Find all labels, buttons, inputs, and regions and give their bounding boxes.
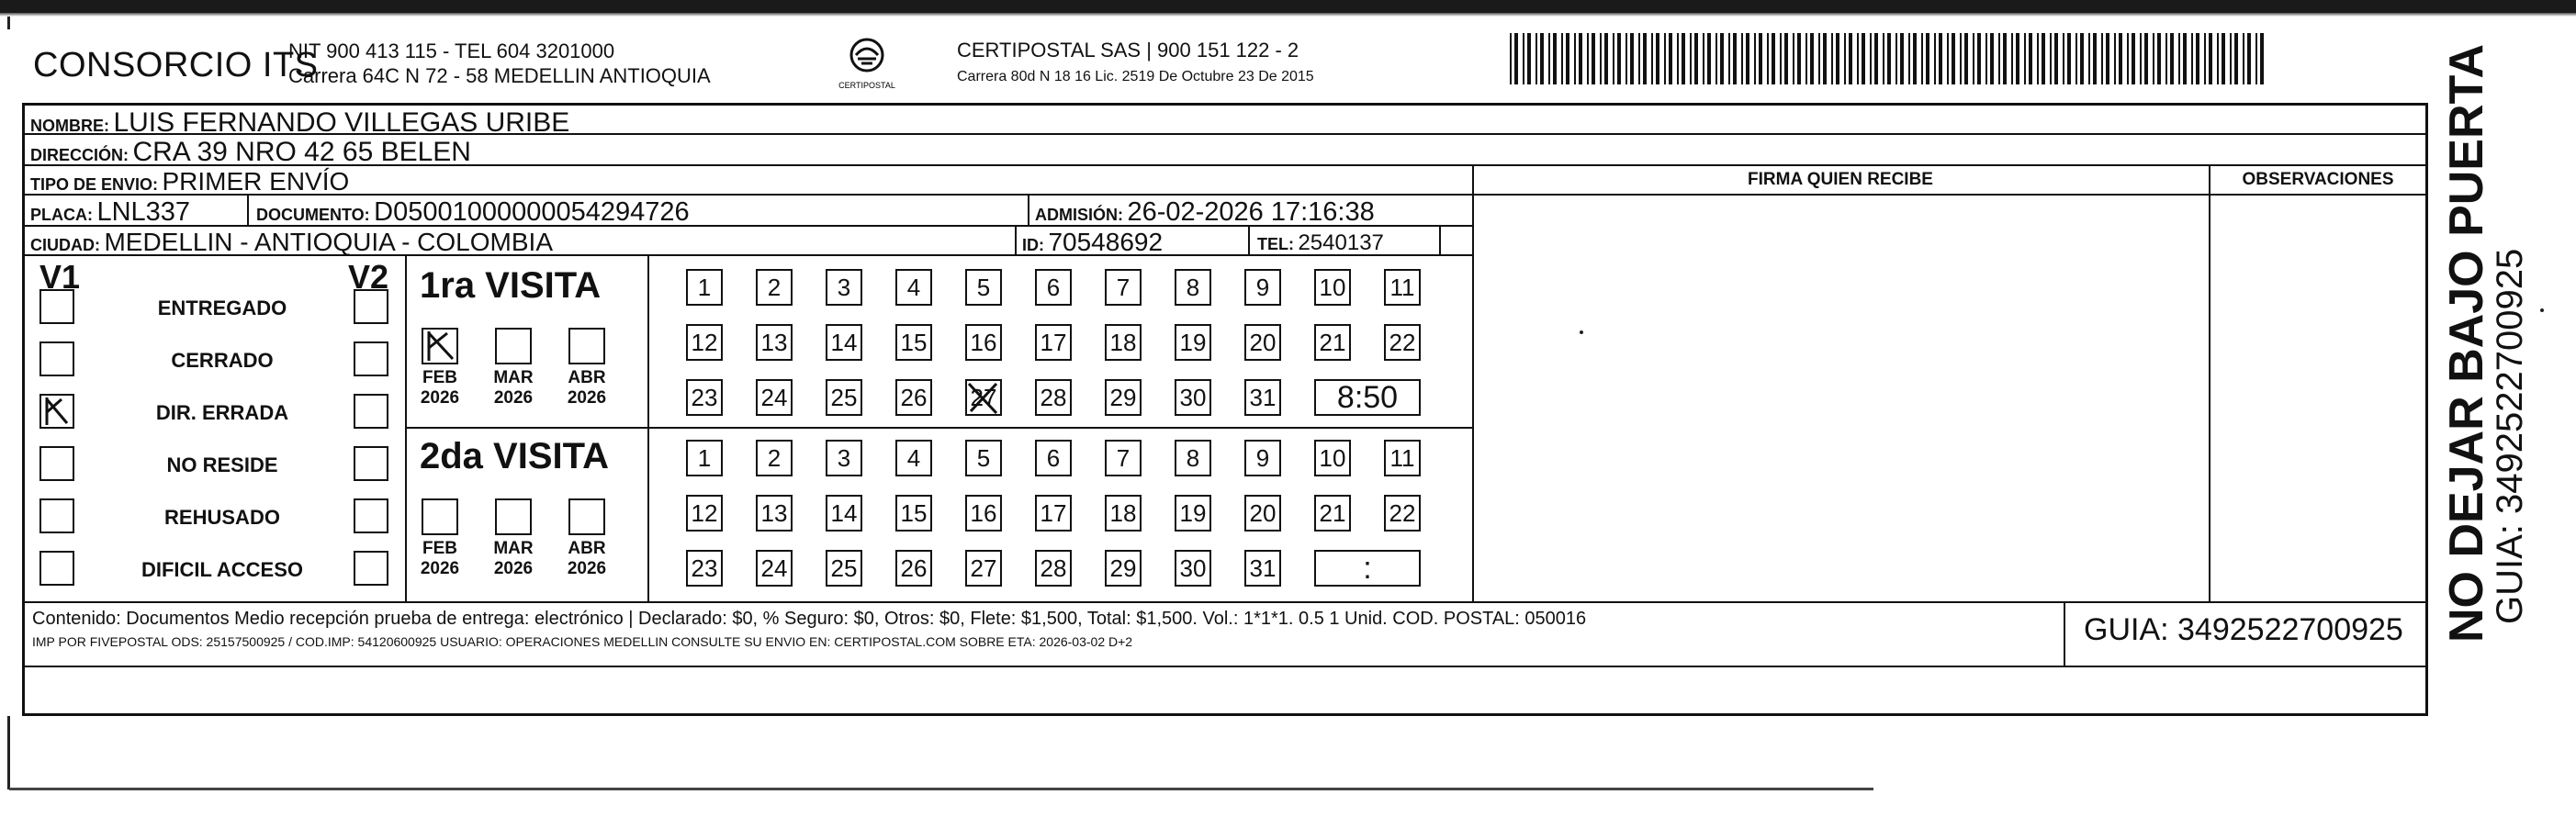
- day-checkbox[interactable]: 21: [1314, 324, 1351, 361]
- barcode-bar: [1553, 33, 1557, 84]
- barcode-bar: [1883, 33, 1884, 84]
- top-print-shadow: [0, 13, 2576, 17]
- bottom-cut-line: [9, 788, 1873, 790]
- barcode-bar: [1566, 33, 1569, 84]
- barcode-bar: [1527, 33, 1531, 84]
- month-checkbox[interactable]: [495, 328, 532, 364]
- day-checkbox[interactable]: 22: [1384, 324, 1421, 361]
- day-checkbox[interactable]: 17: [1035, 324, 1072, 361]
- month-year: 2026: [493, 388, 534, 408]
- day-checkbox[interactable]: 14: [826, 324, 862, 361]
- day-checkbox[interactable]: 7: [1105, 440, 1142, 476]
- barcode-bar: [2165, 33, 2167, 84]
- barcode-bar: [2260, 33, 2264, 84]
- barcode-bar: [1579, 33, 1582, 84]
- barcode-bar: [1669, 33, 1672, 84]
- stray-dot-right: [2540, 308, 2544, 312]
- barcode-bar: [2234, 33, 2238, 84]
- day-checkbox[interactable]: 28: [1035, 379, 1072, 416]
- footer-content-line: Contenido: Documentos Medio recepción prueba de entrega: electrónico | Declarado: $0, % Seguro: $0, Otros: $0, Flete: $1,500, Total: $1,500. Vol.: 1*1*1. 0.5 1 Unid. COD. POSTAL: 050016: [32, 609, 1587, 629]
- barcode-bar: [1895, 33, 1897, 84]
- day-checkbox[interactable]: 26: [895, 550, 932, 587]
- barcode-bar: [1870, 33, 1872, 84]
- status-divider: [405, 256, 407, 601]
- day-checkbox[interactable]: 5: [965, 440, 1002, 476]
- id-label: ID:: [1022, 236, 1044, 254]
- barcode-bar: [1510, 33, 1512, 84]
- barcode-bar: [2016, 33, 2019, 84]
- barcode-bar: [2037, 33, 2039, 84]
- barcode-bar: [2191, 33, 2193, 84]
- barcode-bar: [1682, 33, 1685, 84]
- ciudad-value: MEDELLIN - ANTIOQUIA - COLOMBIA: [104, 228, 553, 256]
- barcode-bar: [1741, 33, 1743, 84]
- barcode-bar: [2132, 33, 2135, 84]
- company-nit-line: NIT 900 413 115 - TEL 604 3201000: [288, 39, 615, 62]
- day-checkbox[interactable]: 20: [1244, 495, 1281, 532]
- day-checkbox[interactable]: 17: [1035, 495, 1072, 532]
- barcode-bar: [1574, 33, 1576, 84]
- barcode-bar: [1862, 33, 1865, 84]
- barcode-bar: [1617, 33, 1621, 84]
- firma-header-line: [1472, 194, 2425, 196]
- v1-checkbox[interactable]: [39, 341, 74, 376]
- day-checkbox[interactable]: 2: [756, 269, 793, 306]
- barcode-bar: [1715, 33, 1717, 84]
- day-checkbox[interactable]: 9: [1244, 269, 1281, 306]
- month-year: 2026: [567, 559, 607, 578]
- barcode-bar: [1990, 33, 1994, 84]
- barcode-bar: [1561, 33, 1563, 84]
- barcode-bar: [1638, 33, 1640, 84]
- barcode-bar: [1613, 33, 1614, 84]
- v2-checkbox[interactable]: [354, 498, 388, 533]
- day-checkbox[interactable]: 4: [895, 269, 932, 306]
- barcode-bar: [1784, 33, 1788, 84]
- barcode-bar: [2140, 33, 2142, 84]
- barcode-bar: [2050, 33, 2052, 84]
- documento-label: DOCUMENTO:: [256, 206, 370, 224]
- carrier-name: CERTIPOSTAL SAS | 900 151 122 - 2: [957, 39, 1299, 62]
- day-checkbox[interactable]: 6: [1035, 269, 1072, 306]
- barcode-bar: [2243, 33, 2244, 84]
- company-address-line: Carrera 64C N 72 - 58 MEDELLIN ANTIOQUIA: [288, 64, 711, 87]
- barcode-bar: [1587, 33, 1589, 84]
- barcode-bar: [1720, 33, 1724, 84]
- barcode-bar: [2114, 33, 2116, 84]
- barcode-bar: [2063, 33, 2064, 84]
- top-print-band: [0, 0, 2576, 13]
- barcode-bar: [1746, 33, 1749, 84]
- day-checkbox[interactable]: 24: [756, 379, 793, 416]
- day-checkbox[interactable]: 2: [756, 440, 793, 476]
- visit-separator: [405, 427, 1472, 429]
- status-label: NO RESIDE: [166, 453, 278, 476]
- direccion-label: DIRECCIÓN:: [30, 146, 129, 164]
- barcode-bar: [2024, 33, 2026, 84]
- month-label: [486, 539, 541, 579]
- day-checkbox[interactable]: 29: [1105, 550, 1142, 587]
- barcode-bar: [1772, 33, 1775, 84]
- delivery-form: [22, 103, 2428, 716]
- v2-checkbox[interactable]: [354, 289, 388, 324]
- barcode-bar: [2217, 33, 2219, 84]
- row-tipo-envio: [25, 166, 1472, 196]
- tel-divider: [1248, 227, 1250, 254]
- day-checkbox[interactable]: 18: [1105, 324, 1142, 361]
- month-label: [412, 368, 467, 408]
- footer-bottom-line: [25, 666, 2425, 667]
- day-checkbox[interactable]: 26: [895, 379, 932, 416]
- month-name: MAR: [493, 539, 534, 558]
- barcode-bar: [2196, 33, 2199, 84]
- barcode-bar: [1592, 33, 1595, 84]
- visit-title: 1ra VISITA: [420, 265, 602, 306]
- barcode-bar: [1793, 33, 1794, 84]
- barcode-bar: [1844, 33, 1846, 84]
- stray-dot: [1580, 330, 1583, 334]
- v2-checkbox[interactable]: [354, 394, 388, 429]
- visit-title: 2da VISITA: [420, 436, 609, 476]
- day-checkbox[interactable]: 11: [1384, 440, 1421, 476]
- tel-end-divider: [1439, 227, 1441, 254]
- barcode-bar: [2153, 33, 2154, 84]
- day-checkbox[interactable]: 29: [1105, 379, 1142, 416]
- barcode-bar: [1857, 33, 1859, 84]
- barcode-bar: [2230, 33, 2232, 84]
- month-label: [412, 539, 467, 579]
- side-notice: [2440, 43, 2530, 643]
- day-checkbox[interactable]: 24: [756, 550, 793, 587]
- day-checkbox[interactable]: 7: [1105, 269, 1142, 306]
- barcode-bar: [1887, 33, 1891, 84]
- left-margin-mark: [7, 17, 10, 29]
- barcode-bar: [1874, 33, 1878, 84]
- month-year: 2026: [493, 559, 534, 578]
- day-checkbox[interactable]: 11: [1384, 269, 1421, 306]
- barcode-bar: [2075, 33, 2077, 84]
- certipostal-logo: [830, 35, 904, 95]
- month-year: 2026: [420, 388, 460, 408]
- v1-checkbox[interactable]: [39, 498, 74, 533]
- v1-checkbox[interactable]: [39, 551, 74, 586]
- row-direccion: [25, 135, 2425, 166]
- barcode-bar: [1600, 33, 1602, 84]
- day-checkbox[interactable]: 3: [826, 440, 862, 476]
- barcode-bar: [1759, 33, 1762, 84]
- barcode-bar: [1540, 33, 1544, 84]
- barcode-bar: [2222, 33, 2225, 84]
- day-checkbox[interactable]: 12: [686, 495, 723, 532]
- day-checkbox[interactable]: 16: [965, 495, 1002, 532]
- admision-value: 26-02-2026 17:16:38: [1127, 197, 1375, 227]
- barcode-bar: [1690, 33, 1692, 84]
- side-guia-text: GUIA: 3492522700925: [2490, 248, 2530, 624]
- day-checkbox[interactable]: 23: [686, 379, 723, 416]
- barcode-bar: [1947, 33, 1949, 84]
- visit-time-box[interactable]: 8:50: [1314, 379, 1421, 416]
- day-checkbox[interactable]: 23: [686, 550, 723, 587]
- day-checkbox[interactable]: 27: [965, 379, 1002, 416]
- barcode-bar: [1960, 33, 1962, 84]
- direccion-value: CRA 39 NRO 42 65 BELEN: [132, 137, 471, 167]
- day-checkbox[interactable]: 4: [895, 440, 932, 476]
- v1-header: V1: [39, 258, 81, 296]
- v1-checkbox[interactable]: [39, 394, 74, 429]
- month-checkbox[interactable]: [495, 498, 532, 535]
- barcode: [1510, 33, 2267, 84]
- barcode-bar: [1818, 33, 1820, 84]
- month-checkbox[interactable]: [422, 328, 458, 364]
- barcode-bar: [2093, 33, 2097, 84]
- barcode-bar: [1836, 33, 1839, 84]
- day-checkbox[interactable]: 28: [1035, 550, 1072, 587]
- month-year: 2026: [420, 559, 460, 578]
- barcode-bar: [2183, 33, 2187, 84]
- day-checkbox[interactable]: 14: [826, 495, 862, 532]
- id-divider: [1015, 227, 1017, 254]
- tel-label: TEL:: [1257, 235, 1294, 253]
- month-checkbox[interactable]: [422, 498, 458, 535]
- month-checkbox[interactable]: [568, 498, 605, 535]
- barcode-bar: [1625, 33, 1627, 84]
- barcode-bar: [1656, 33, 1659, 84]
- barcode-bar: [2106, 33, 2109, 84]
- header: [22, 26, 2428, 99]
- barcode-bar: [1703, 33, 1704, 84]
- barcode-bar: [1514, 33, 1518, 84]
- month-label: [559, 539, 614, 579]
- barcode-bar: [1908, 33, 1910, 84]
- barcode-bar: [1831, 33, 1833, 84]
- day-checkbox[interactable]: 21: [1314, 495, 1351, 532]
- barcode-bar: [1934, 33, 1936, 84]
- barcode-bar: [1952, 33, 1955, 84]
- placa-value: LNL337: [96, 197, 191, 227]
- barcode-bar: [1849, 33, 1852, 84]
- barcode-bar: [2255, 33, 2257, 84]
- month-checkbox[interactable]: [568, 328, 605, 364]
- month-name: FEB: [422, 539, 457, 558]
- barcode-bar: [1754, 33, 1756, 84]
- company-nit: [288, 39, 711, 88]
- day-checkbox[interactable]: 16: [965, 324, 1002, 361]
- guia-divider: [2064, 601, 2065, 666]
- barcode-bar: [1985, 33, 1987, 84]
- day-checkbox[interactable]: 8: [1175, 269, 1211, 306]
- barcode-bar: [1643, 33, 1647, 84]
- barcode-bar: [2080, 33, 2084, 84]
- day-checkbox[interactable]: 10: [1314, 269, 1351, 306]
- barcode-bar: [1921, 33, 1923, 84]
- month-label: [486, 368, 541, 408]
- barcode-bar: [1926, 33, 1929, 84]
- day-checkbox[interactable]: 10: [1314, 440, 1351, 476]
- tipo-label: TIPO DE ENVIO:: [30, 175, 159, 194]
- day-checkbox[interactable]: 30: [1175, 550, 1211, 587]
- admision-label: ADMISIÓN:: [1035, 206, 1123, 224]
- status-label: ENTREGADO: [157, 297, 287, 319]
- barcode-bar: [2209, 33, 2212, 84]
- status-label: REHUSADO: [164, 506, 280, 529]
- barcode-bar: [2157, 33, 2161, 84]
- nombre-value: LUIS FERNANDO VILLEGAS URIBE: [113, 107, 570, 138]
- status-label: CERRADO: [171, 349, 274, 372]
- barcode-bar: [1977, 33, 1981, 84]
- barcode-bar: [1805, 33, 1807, 84]
- month-name: ABR: [568, 539, 606, 558]
- barcode-bar: [1810, 33, 1814, 84]
- row-placa: [25, 196, 1472, 227]
- barcode-bar: [1535, 33, 1537, 84]
- logo-text: CERTIPOSTAL: [838, 81, 895, 90]
- barcode-bar: [2088, 33, 2090, 84]
- placa-label: PLACA:: [30, 206, 93, 224]
- day-checkbox[interactable]: 27: [965, 550, 1002, 587]
- barcode-bar: [2178, 33, 2180, 84]
- row-nombre: [25, 106, 2425, 138]
- barcode-bar: [1939, 33, 1942, 84]
- barcode-bar: [1707, 33, 1711, 84]
- day-checkbox[interactable]: 5: [965, 269, 1002, 306]
- day-checkbox[interactable]: 6: [1035, 440, 1072, 476]
- month-name: FEB: [422, 368, 457, 387]
- side-notice-text: NO DEJAR BAJO PUERTA: [2440, 43, 2493, 643]
- v1-checkbox[interactable]: [39, 446, 74, 481]
- barcode-bar: [1728, 33, 1730, 84]
- barcode-bar: [2011, 33, 2013, 84]
- barcode-bar: [1964, 33, 1968, 84]
- barcode-bar: [2042, 33, 2045, 84]
- row-ciudad: [25, 227, 1472, 256]
- day-checkbox[interactable]: 1: [686, 440, 723, 476]
- months-divider: [647, 256, 649, 601]
- day-checkbox[interactable]: 31: [1244, 550, 1281, 587]
- day-checkbox[interactable]: 20: [1244, 324, 1281, 361]
- day-checkbox[interactable]: 12: [686, 324, 723, 361]
- month-name: MAR: [493, 368, 534, 387]
- day-checkbox[interactable]: 13: [756, 324, 793, 361]
- barcode-bar: [1767, 33, 1769, 84]
- placa-divider: [247, 196, 249, 225]
- day-checkbox[interactable]: 19: [1175, 324, 1211, 361]
- barcode-bar: [2067, 33, 2071, 84]
- firma-header: FIRMA QUIEN RECIBE: [1748, 170, 1933, 189]
- status-label: DIFICIL ACCESO: [141, 558, 303, 581]
- barcode-bar: [1694, 33, 1698, 84]
- month-year: 2026: [567, 388, 607, 408]
- footer-print-line: IMP POR FIVEPOSTAL ODS: 25157500925 / COD.IMP: 54120600925 USUARIO: OPERACIONES MEDELLIN CONSULTE SU ENVIO EN: CERTIPOSTAL.COM SOBRE ETA: 2026-03-02 D+2: [32, 634, 1133, 649]
- day-checkbox[interactable]: 25: [826, 550, 862, 587]
- day-checkbox[interactable]: 15: [895, 324, 932, 361]
- carrier-info: [957, 39, 1314, 85]
- tipo-value: PRIMER ENVÍO: [162, 167, 350, 196]
- day-checkbox[interactable]: 18: [1105, 495, 1142, 532]
- barcode-bar: [2204, 33, 2206, 84]
- day-checkbox[interactable]: 1: [686, 269, 723, 306]
- barcode-bar: [1998, 33, 2000, 84]
- carrier-address: Carrera 80d N 18 16 Lic. 2519 De Octubre 23 De 2015: [957, 69, 1314, 84]
- barcode-bar: [2003, 33, 2007, 84]
- barcode-bar: [2101, 33, 2103, 84]
- nombre-label: NOMBRE:: [30, 117, 109, 135]
- barcode-bar: [1651, 33, 1653, 84]
- barcode-bar: [2054, 33, 2058, 84]
- barcode-bar: [1973, 33, 1974, 84]
- v1-checkbox[interactable]: [39, 289, 74, 324]
- status-label: DIR. ERRADA: [155, 401, 289, 424]
- left-margin-mark-bottom: [7, 716, 10, 789]
- v2-checkbox[interactable]: [354, 551, 388, 586]
- day-checkbox[interactable]: 15: [895, 495, 932, 532]
- observaciones-header: OBSERVACIONES: [2242, 170, 2394, 189]
- month-name: ABR: [568, 368, 606, 387]
- barcode-bar: [2029, 33, 2032, 84]
- barcode-bar: [1823, 33, 1827, 84]
- footer-guia: GUIA: 3492522700925: [2084, 612, 2403, 647]
- barcode-bar: [1523, 33, 1524, 84]
- barcode-bar: [1780, 33, 1782, 84]
- barcode-bar: [1913, 33, 1917, 84]
- barcode-bar: [2119, 33, 2122, 84]
- day-checkbox[interactable]: 3: [826, 269, 862, 306]
- barcode-bar: [1664, 33, 1666, 84]
- barcode-bar: [2170, 33, 2174, 84]
- barcode-bar: [1900, 33, 1904, 84]
- documento-value: D05001000000054294726: [374, 197, 690, 227]
- ciudad-label: CIUDAD:: [30, 236, 100, 254]
- day-checkbox[interactable]: 31: [1244, 379, 1281, 416]
- admision-divider: [1028, 196, 1029, 225]
- day-checkbox[interactable]: 9: [1244, 440, 1281, 476]
- barcode-bar: [1733, 33, 1737, 84]
- barcode-bar: [1797, 33, 1801, 84]
- barcode-bar: [1630, 33, 1634, 84]
- day-checkbox[interactable]: 30: [1175, 379, 1211, 416]
- day-checkbox[interactable]: 13: [756, 495, 793, 532]
- day-checkbox[interactable]: 22: [1384, 495, 1421, 532]
- company-name: CONSORCIO ITS: [33, 46, 319, 84]
- day-checkbox[interactable]: 19: [1175, 495, 1211, 532]
- v2-checkbox[interactable]: [354, 341, 388, 376]
- day-checkbox[interactable]: 8: [1175, 440, 1211, 476]
- id-value: 70548692: [1048, 228, 1164, 256]
- day-checkbox[interactable]: 25: [826, 379, 862, 416]
- v2-header: V2: [348, 258, 389, 296]
- barcode-bar: [1604, 33, 1608, 84]
- tel-value: 2540137: [1298, 230, 1384, 255]
- v2-checkbox[interactable]: [354, 446, 388, 481]
- barcode-bar: [2127, 33, 2129, 84]
- barcode-bar: [2247, 33, 2251, 84]
- divider-observaciones: [2209, 166, 2210, 601]
- barcode-bar: [1548, 33, 1550, 84]
- divider-firma: [1472, 166, 1474, 601]
- barcode-bar: [2144, 33, 2148, 84]
- barcode-bar: [1677, 33, 1679, 84]
- visit-time-box[interactable]: :: [1314, 550, 1421, 587]
- month-label: [559, 368, 614, 408]
